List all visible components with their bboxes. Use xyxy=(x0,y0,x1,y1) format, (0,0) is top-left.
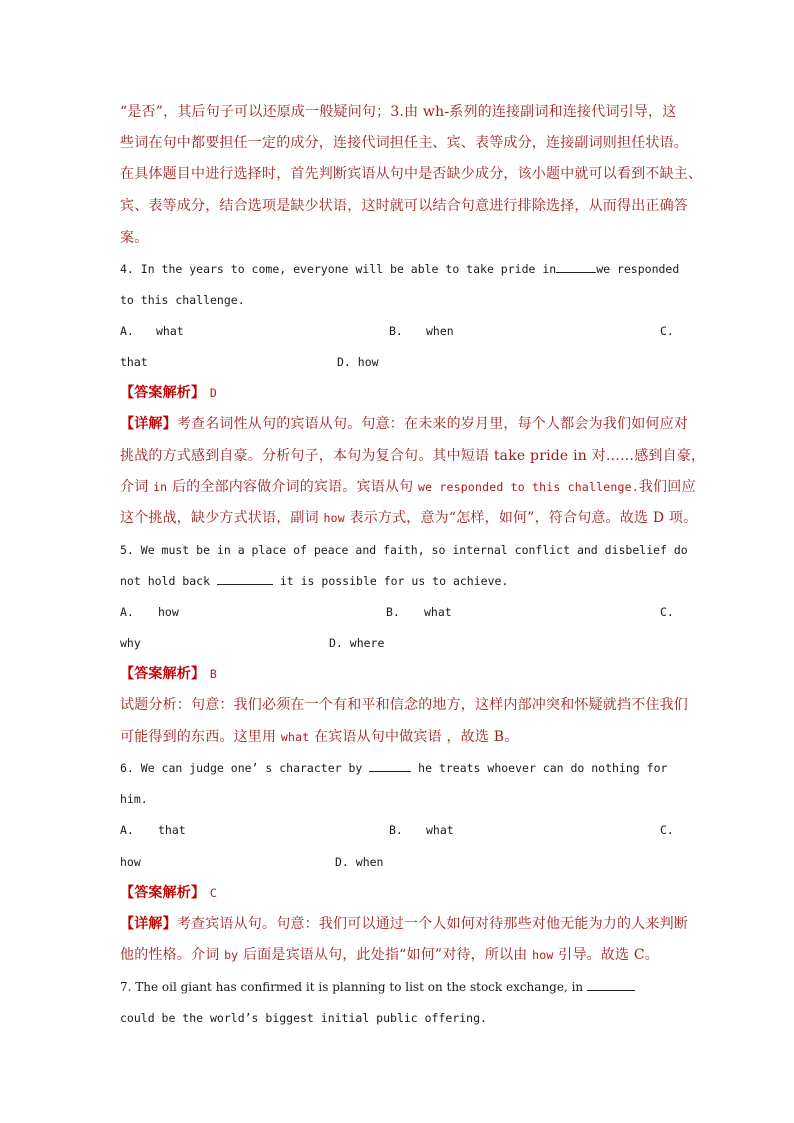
q5-option-a: how xyxy=(158,605,179,619)
intro-text-1: “是否”，其后句子可以还原成一般疑问句；3.由 wh-系列的连接副词和连接代词引导，这 xyxy=(120,104,677,120)
q4-detail-line-2 xyxy=(120,446,706,466)
q6-stem-line-1 xyxy=(120,758,676,778)
q7-answer-blank xyxy=(587,978,635,991)
intro-line-1 xyxy=(120,102,676,122)
q7-stem-text-2: could be the world’s biggest initial public offering. xyxy=(120,1011,487,1025)
q5-option-a-label: A. xyxy=(120,605,134,619)
q4-option-b: when xyxy=(426,324,454,338)
intro-text-2: 些词在句中都要担任一定的成分，连接代词担任主、宾、表等成分，连接副词则担任状语。 xyxy=(120,135,688,151)
q4-option-a-label: A. xyxy=(120,324,134,338)
q4-answer-tag: 【答案解析】 xyxy=(120,385,206,401)
q6-detail-text-2d: how xyxy=(532,948,554,962)
q6-stem-text-2: him. xyxy=(120,792,148,806)
q5-stem-line-1 xyxy=(120,540,688,560)
q5-stem-line-2 xyxy=(120,571,676,591)
q5-answer-blank xyxy=(217,572,273,585)
q6-answer-blank xyxy=(369,759,411,772)
q4-stem-text-1b: we responded xyxy=(596,262,680,276)
q5-analysis-text-1: 试题分析：句意：我们必须在一个有和平和信念的地方，这样内部冲突和怀疑就挡不住我们 xyxy=(120,697,688,713)
q5-option-b: what xyxy=(424,605,452,619)
q6-detail-text-2a: 他的性格。介词 xyxy=(120,947,225,963)
q4-stem-text-2: to this challenge. xyxy=(120,293,245,307)
q4-detail-text-3b: in xyxy=(153,480,168,494)
q6-answer-line xyxy=(120,883,676,903)
q4-answer-blank xyxy=(556,260,596,273)
intro-line-5 xyxy=(120,228,676,248)
q4-stem-line-1 xyxy=(120,259,680,279)
intro-text-5: 案。 xyxy=(120,230,149,246)
q4-answer-value: D xyxy=(209,386,217,400)
q6-option-b: what xyxy=(426,823,454,837)
q4-detail-line-4 xyxy=(120,508,698,528)
q6-option-c-label: C. xyxy=(660,823,674,837)
q7-stem-text-1: 7. The oil giant has confirmed it is planning to list on the stock exchange, in xyxy=(120,980,584,994)
q4-option-a: what xyxy=(156,324,184,338)
q5-answer-line xyxy=(120,664,676,684)
q5-answer-tag: 【答案解析】 xyxy=(120,666,206,682)
q6-detail-text-2b: by xyxy=(224,948,239,962)
q4-detail-text-3c: 后的全部内容做介词的宾语。宾语从句 xyxy=(167,479,419,495)
intro-text-3: 在具体题目中进行选择时，首先判断宾语从句中是否缺少成分，该小题中就可以看到不缺主、 xyxy=(120,166,703,182)
q4-stem-line-2 xyxy=(120,290,676,310)
q6-answer-value: C xyxy=(209,886,217,900)
q6-detail-text-2e: 引导。故选 C。 xyxy=(553,947,659,963)
q5-stem-text-2b: it is possible for us to achieve. xyxy=(272,574,509,588)
q5-option-c-label: C. xyxy=(660,605,674,619)
q5-analysis-line-1 xyxy=(120,695,688,715)
q5-stem-text-2a: not hold back xyxy=(120,574,217,588)
q6-option-a: that xyxy=(158,823,186,837)
q4-detail-text-4a: 这个挑战，缺少方式状语，副词 xyxy=(120,510,324,526)
q5-option-b-label: B. xyxy=(386,605,400,619)
q6-option-d: D. when xyxy=(335,855,384,869)
q7-stem-line-2 xyxy=(120,1008,676,1028)
q5-analysis-line-2 xyxy=(120,727,676,747)
q4-detail-text-3d: we responded to this challenge. xyxy=(418,480,639,494)
q4-detail-line-3 xyxy=(120,477,696,497)
intro-line-4 xyxy=(120,196,688,216)
q4-stem-text-1: 4. In the years to come, everyone will be able to take pride in xyxy=(120,262,557,276)
q5-analysis-text-2a: 可能得到的东西。这里用 xyxy=(120,729,281,745)
q5-analysis-text-2c: 在宾语从句中做宾语 ，故选 B。 xyxy=(309,729,519,745)
q4-detail-line-1 xyxy=(120,414,689,434)
q4-option-c-label: C. xyxy=(660,324,674,338)
q4-option-c: that xyxy=(120,355,148,369)
q5-answer-value: B xyxy=(209,667,217,681)
q4-detail-text-2: 挑战的方式感到自豪。分析句子，本句为复合句。其中短语 take pride in 对……感到自豪， xyxy=(120,448,706,464)
intro-line-3 xyxy=(120,164,703,184)
q5-analysis-text-2b: what xyxy=(280,730,310,744)
q4-detail-text-3e: 我们回应 xyxy=(638,479,696,495)
q6-detail-tag: 【详解】 xyxy=(120,916,177,932)
q6-detail-text-1: 考查宾语从句。句意：我们可以通过一个人如何对待那些对他无能为力的人来判断 xyxy=(176,916,689,932)
q6-stem-text-1b: he treats whoever can do nothing for xyxy=(411,761,668,775)
q6-detail-line-1 xyxy=(120,914,689,934)
q4-answer-line xyxy=(120,383,676,403)
q6-detail-line-2 xyxy=(120,945,676,965)
intro-line-2 xyxy=(120,133,688,153)
q4-detail-text-4b: how xyxy=(323,511,345,525)
q5-option-d: D. where xyxy=(329,636,385,650)
q4-option-b-label: B. xyxy=(389,324,403,338)
q4-option-d: D. how xyxy=(337,355,379,369)
intro-text-4: 宾、表等成分，结合选项是缺少状语，这时就可以结合句意进行排除选择，从而得出正确答 xyxy=(120,198,688,214)
q4-detail-text-3a: 介词 xyxy=(120,479,154,495)
q6-option-c: how xyxy=(120,855,141,869)
q6-stem-text-1a: 6. We can judge one’ s character by xyxy=(120,761,370,775)
q6-detail-text-2c: 后面是宾语从句，此处指“如何”对待，所以由 xyxy=(238,947,533,963)
q4-detail-text-1: 考查名词性从句的宾语从句。句意：在未来的岁月里，每个人都会为我们如何应对 xyxy=(176,416,689,432)
q6-answer-tag: 【答案解析】 xyxy=(120,885,206,901)
q6-option-b-label: B. xyxy=(389,823,403,837)
q6-option-a-label: A. xyxy=(120,823,134,837)
q6-stem-line-2 xyxy=(120,789,676,809)
q7-stem-line-1 xyxy=(120,977,676,997)
q5-stem-text-1: 5. We must be in a place of peace and faith, so internal conflict and disbelief do xyxy=(120,543,688,557)
q4-detail-tag: 【详解】 xyxy=(120,416,177,432)
q5-option-c: why xyxy=(120,636,141,650)
q4-detail-text-4c: 表示方式，意为“怎样，如何”，符合句意。故选 D 项。 xyxy=(344,510,698,526)
